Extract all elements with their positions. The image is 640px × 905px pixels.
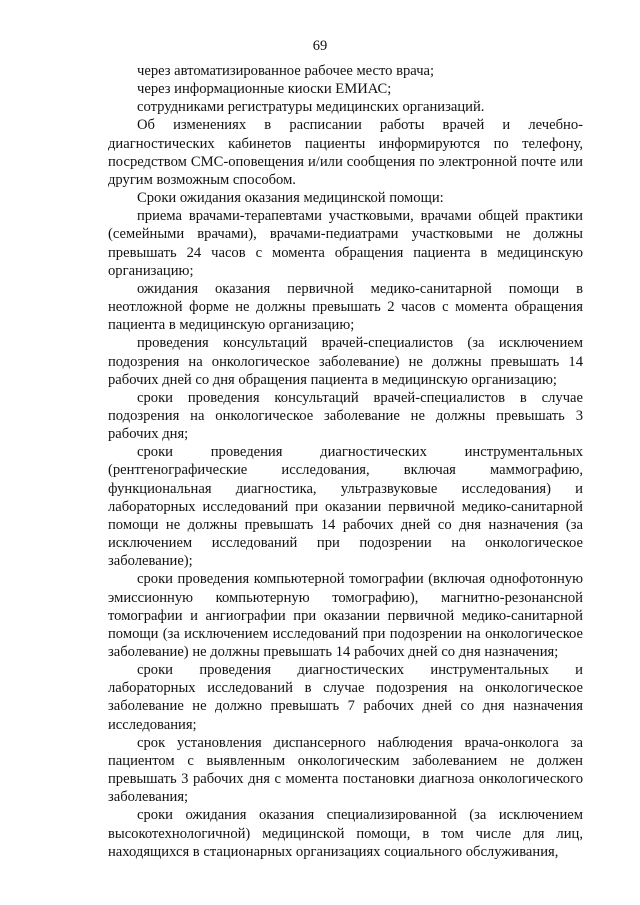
paragraph-10: сроки проведения диагностических инструментальных (рентгенографические исследования, включая маммографию, функциональная диагностика, ультразвуковые исследования) и лабораторных исследований при оказании первичной медико-санитарной помощи не должны превышать 14 рабочих дней со дня назначения (за исключением исследований при подозрении на онкологическое заболевание); (108, 444, 583, 570)
paragraph-13: срок установления диспансерного наблюдения врача-онколога за пациентом с выявленным онкологическим заболеванием не должен превышать 3 рабочих дня с момента постановки диагноза онкологического заболевания; (108, 734, 583, 806)
paragraph-4: Об изменениях в расписании работы врачей и лечебно-диагностических кабинетов пациенты информируются по телефону, посредством СМС-оповещения и/или сообщения по электронной почте или другим возможным способом. (108, 117, 583, 188)
document-body (108, 62, 583, 861)
paragraph-8: проведения консультаций врачей-специалистов (за исключением подозрения на онкологическое заболевание) не должны превышать 14 рабочих дней со дня обращения пациента в медицинскую организацию; (108, 335, 583, 388)
paragraph-3: сотрудниками регистратуры медицинских организаций. (137, 99, 485, 116)
paragraph-11: сроки проведения компьютерной томографии (включая однофотонную эмиссионную компьютерную томографию), магнитно-резонансной томографии и ангиографии при оказании первичной медико-санитарной помощи (за исключением исследований при подозрении на онкологическое заболевание) не должны превышать 14 рабочих дней со дня назначения; (108, 571, 583, 660)
paragraph-12: сроки проведения диагностических инструментальных и лабораторных исследований в случае подозрения на онкологическое заболевание не должно превышать 7 рабочих дней со дня назначения исследования; (108, 662, 583, 733)
paragraph-5: Сроки ожидания оказания медицинской помощи: (137, 190, 444, 207)
paragraph-14: сроки ожидания оказания специализированной (за исключением высокотехнологичной) медицинской помощи, в том числе для лиц, находящихся в стационарных организациях социального обслуживания, (108, 807, 583, 860)
page-number: 69 (312, 38, 328, 54)
paragraph-1: через автоматизированное рабочее место врача; (137, 63, 435, 79)
paragraph-2: через информационные киоски ЕМИАС; (137, 81, 392, 98)
paragraph-6: приема врачами-терапевтами участковыми, врачами общей практики (семейными врачами), врачами-педиатрами участковыми не должны превышать 24 часов с момента обращения пациента в медицинскую организацию; (108, 208, 583, 279)
paragraph-9: сроки проведения консультаций врачей-специалистов в случае подозрения на онкологическое заболевание не должны превышать 3 рабочих дня; (108, 389, 583, 443)
paragraph-7: ожидания оказания первичной медико-санитарной помощи в неотложной форме не должны превышать 2 часов с момента обращения пациента в медицинскую организацию; (108, 280, 583, 334)
